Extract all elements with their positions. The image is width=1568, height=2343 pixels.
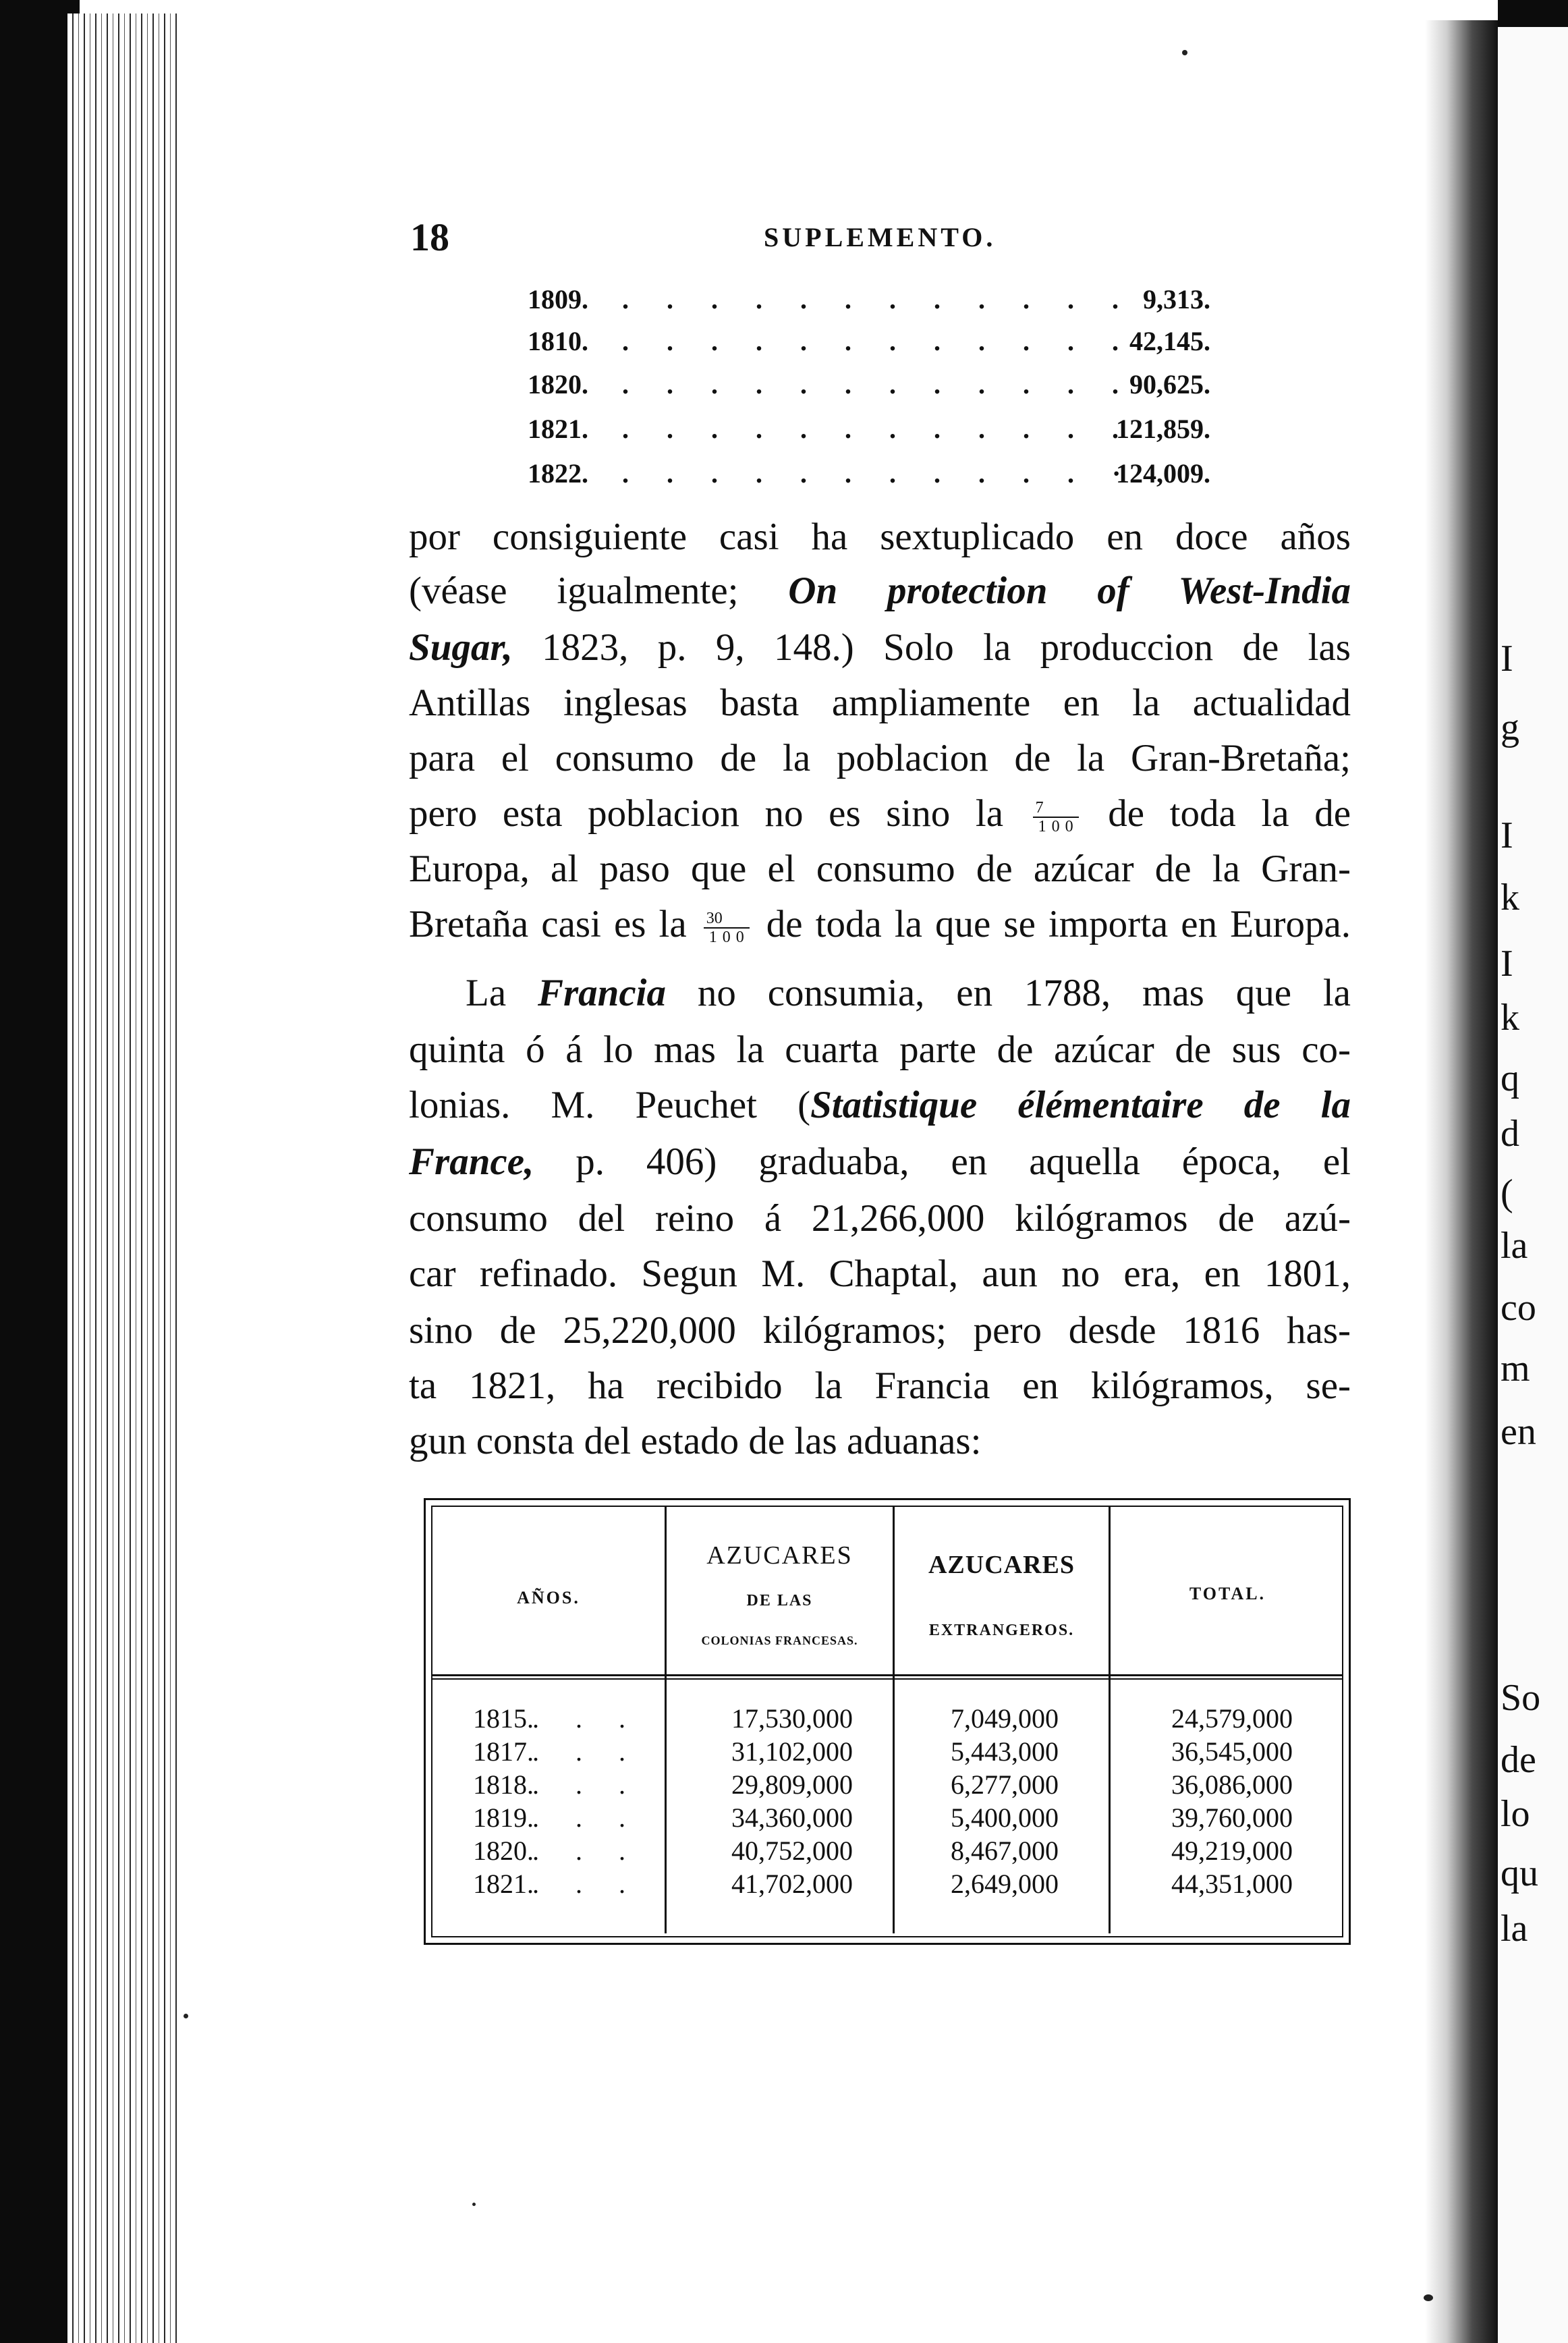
- text-line: quinta ó á lo mas la cuarta parte de azúcar de sus co-: [409, 1028, 1351, 1071]
- fraction-denominator: 100: [708, 928, 750, 946]
- cell-colonial: 31,102,000: [731, 1736, 853, 1767]
- table-row: [432, 1835, 1342, 1867]
- year-label: 1820.: [528, 369, 588, 399]
- italic-title: Sugar,: [409, 626, 513, 669]
- text-line: por consiguiente casi ha sextuplicado en doce años: [409, 516, 1351, 558]
- text-span: p. 406) graduaba, en aquella época, el: [534, 1140, 1351, 1183]
- year-list-row: [528, 458, 1210, 498]
- leader-dots: . . . . . . . . . . . .: [622, 414, 1134, 444]
- text-span: de toda la que se importa en Europa.: [753, 903, 1351, 945]
- text-span: Bretaña casi es la: [409, 903, 700, 945]
- table-row: [432, 1703, 1342, 1735]
- scan-top-border: [1498, 0, 1568, 28]
- text-line: consumo del reino á 21,266,000 kilógramos de azú-: [409, 1197, 1351, 1240]
- text-line: [409, 1138, 1351, 1186]
- year-list-row: [528, 325, 1210, 366]
- scan-speck: [1424, 2294, 1433, 2301]
- text-line: [409, 790, 1351, 838]
- book-gutter-shadow: [1425, 20, 1498, 2343]
- cell-foreign: 7,049,000: [951, 1703, 1059, 1734]
- text-line: Europa, al paso que el consumo de azúcar de la Gran-: [409, 848, 1351, 890]
- facing-page-letter: de: [1501, 1739, 1536, 1781]
- cell-leader: . . .: [532, 1736, 640, 1767]
- cell-total: 39,760,000: [1171, 1802, 1293, 1833]
- fraction-numerator: 7: [1033, 799, 1079, 818]
- text-line: sino de 25,220,000 kilógramos; pero desde 1816 has-: [409, 1309, 1351, 1352]
- text-span: pero esta poblacion no es sino la: [409, 792, 1029, 835]
- cell-leader: . . .: [532, 1769, 640, 1800]
- italic-term: Francia: [537, 972, 667, 1014]
- header-colonial-sub: DE LAS: [746, 1592, 813, 1609]
- header-colonial: AZUCARES: [706, 1541, 853, 1570]
- cell-colonial: 40,752,000: [731, 1836, 853, 1866]
- facing-page-letter: qu: [1501, 1852, 1538, 1894]
- text-span: 1823, p. 9, 148.) Solo la produccion de las: [512, 626, 1351, 669]
- year-list-row: [528, 283, 1210, 324]
- facing-page-letter: (: [1501, 1172, 1513, 1214]
- year-label: 1822.: [528, 458, 588, 489]
- cell-leader: . . .: [532, 1836, 640, 1866]
- fraction-numerator: 30: [704, 910, 750, 929]
- text-line: gun consta del estado de las aduanas:: [409, 1420, 982, 1462]
- facing-page-letter: I: [1501, 815, 1513, 856]
- leader-dots: . . . . . . . . . . . .: [622, 369, 1134, 399]
- facing-page-letter: la: [1501, 1908, 1528, 1950]
- text-span: lonias. M. Peuchet (: [409, 1084, 811, 1126]
- cell-year: 1818.: [473, 1769, 534, 1800]
- year-value: 90,625.: [1129, 369, 1210, 399]
- cell-year: 1819.: [473, 1802, 534, 1833]
- cell-colonial: 34,360,000: [731, 1802, 853, 1833]
- year-list-row: [528, 368, 1210, 409]
- italic-title: France,: [409, 1140, 534, 1183]
- cell-total: 36,086,000: [1171, 1769, 1293, 1800]
- year-label: 1809.: [528, 284, 588, 314]
- table-row: [432, 1802, 1342, 1834]
- facing-page-letter: la: [1501, 1225, 1528, 1267]
- header-rule: [432, 1678, 1342, 1680]
- facing-page-letter: k: [1501, 877, 1519, 918]
- facing-page-letter: lo: [1501, 1793, 1530, 1835]
- header-rule: [432, 1674, 1342, 1676]
- text-line: [409, 624, 1351, 672]
- italic-title: Statistique élémentaire de la: [810, 1084, 1351, 1126]
- text-line: ta 1821, ha recibido la Francia en kilógramos, se-: [409, 1365, 1351, 1407]
- cell-total: 44,351,000: [1171, 1869, 1293, 1899]
- cell-foreign: 2,649,000: [951, 1869, 1059, 1899]
- year-label: 1810.: [528, 326, 588, 356]
- text-line: [409, 1081, 1351, 1130]
- text-span: (véase igualmente;: [409, 570, 789, 612]
- leader-dots: . . . . . . . . . . . ·: [622, 458, 1137, 489]
- year-value: 121,859.: [1116, 414, 1210, 444]
- italic-title: On protection of West-India: [788, 570, 1351, 612]
- text-line: [466, 969, 1351, 1018]
- fraction-denominator: 100: [1038, 817, 1079, 835]
- table-frame: [431, 1506, 1343, 1937]
- year-value: 9,313.: [1143, 284, 1210, 314]
- year-value: 124,009.: [1116, 458, 1210, 489]
- year-label: 1821.: [528, 414, 588, 444]
- text-line: para el consumo de la poblacion de la Gran-Bretaña;: [409, 737, 1351, 779]
- text-span: La: [466, 972, 538, 1014]
- sugar-import-table: [424, 1498, 1351, 1945]
- fraction: [704, 910, 750, 946]
- cell-leader: . . .: [532, 1869, 640, 1899]
- facing-page-letter: q: [1501, 1057, 1519, 1099]
- stacked-page-edges: [67, 13, 189, 2343]
- cell-year: 1815.: [473, 1703, 534, 1734]
- facing-page-letter: d: [1501, 1113, 1519, 1155]
- facing-page-letter: I: [1501, 943, 1513, 985]
- table-row: [432, 1868, 1342, 1900]
- leader-dots: . . . . . . . . . . . .: [622, 284, 1134, 314]
- cell-foreign: 8,467,000: [951, 1836, 1059, 1866]
- facing-page-letter: co: [1501, 1287, 1536, 1329]
- cell-total: 24,579,000: [1171, 1703, 1293, 1734]
- table-row: [432, 1736, 1342, 1768]
- cell-colonial: 41,702,000: [731, 1869, 853, 1899]
- scan-speck: [184, 2014, 188, 2018]
- cell-year: 1817.: [473, 1736, 534, 1767]
- facing-page-letter: g: [1501, 707, 1519, 748]
- year-list-row: [528, 413, 1210, 453]
- running-head: SUPLEMENTO.: [764, 222, 997, 252]
- cell-leader: . . .: [532, 1703, 640, 1734]
- cell-year: 1821.: [473, 1869, 534, 1899]
- facing-page-letter: k: [1501, 997, 1519, 1039]
- fraction: [1033, 799, 1079, 835]
- text-line: [409, 900, 1351, 949]
- text-line: Antillas inglesas basta ampliamente en la actualidad: [409, 682, 1351, 724]
- text-line: [409, 567, 1351, 615]
- header-colonial-sub: COLONIAS FRANCESAS.: [701, 1634, 858, 1647]
- text-span: no consumia, en 1788, mas que la: [666, 972, 1351, 1014]
- cell-foreign: 5,443,000: [951, 1736, 1059, 1767]
- facing-page-fragment: [1498, 27, 1568, 2343]
- cell-foreign: 5,400,000: [951, 1802, 1059, 1833]
- cell-leader: . . .: [532, 1802, 640, 1833]
- table-row: [432, 1769, 1342, 1801]
- scan-speck: [472, 2203, 476, 2206]
- facing-page-letter: I: [1501, 638, 1513, 680]
- header-foreign: AZUCARES: [928, 1551, 1075, 1579]
- cell-colonial: 17,530,000: [731, 1703, 853, 1734]
- cell-total: 36,545,000: [1171, 1736, 1293, 1767]
- facing-page-letter: en: [1501, 1411, 1536, 1453]
- page-number: 18: [410, 215, 449, 259]
- leader-dots: . . . . . . . . . . . .: [622, 326, 1134, 356]
- scan-speck: [1182, 50, 1187, 55]
- year-value: 42,145.: [1129, 326, 1210, 356]
- facing-page-letter: m: [1501, 1348, 1530, 1389]
- text-line: car refinado. Segun M. Chaptal, aun no era, en 1801,: [409, 1252, 1351, 1295]
- header-foreign-sub: EXTRANGEROS.: [928, 1622, 1075, 1639]
- cell-total: 49,219,000: [1171, 1836, 1293, 1866]
- cell-foreign: 6,277,000: [951, 1769, 1059, 1800]
- facing-page-letter: So: [1501, 1677, 1541, 1719]
- cell-year: 1820.: [473, 1836, 534, 1866]
- header-years: AÑOS.: [517, 1588, 580, 1607]
- cell-colonial: 29,809,000: [731, 1769, 853, 1800]
- text-span: de toda la de: [1082, 792, 1351, 835]
- header-total: TOTAL.: [1189, 1584, 1266, 1603]
